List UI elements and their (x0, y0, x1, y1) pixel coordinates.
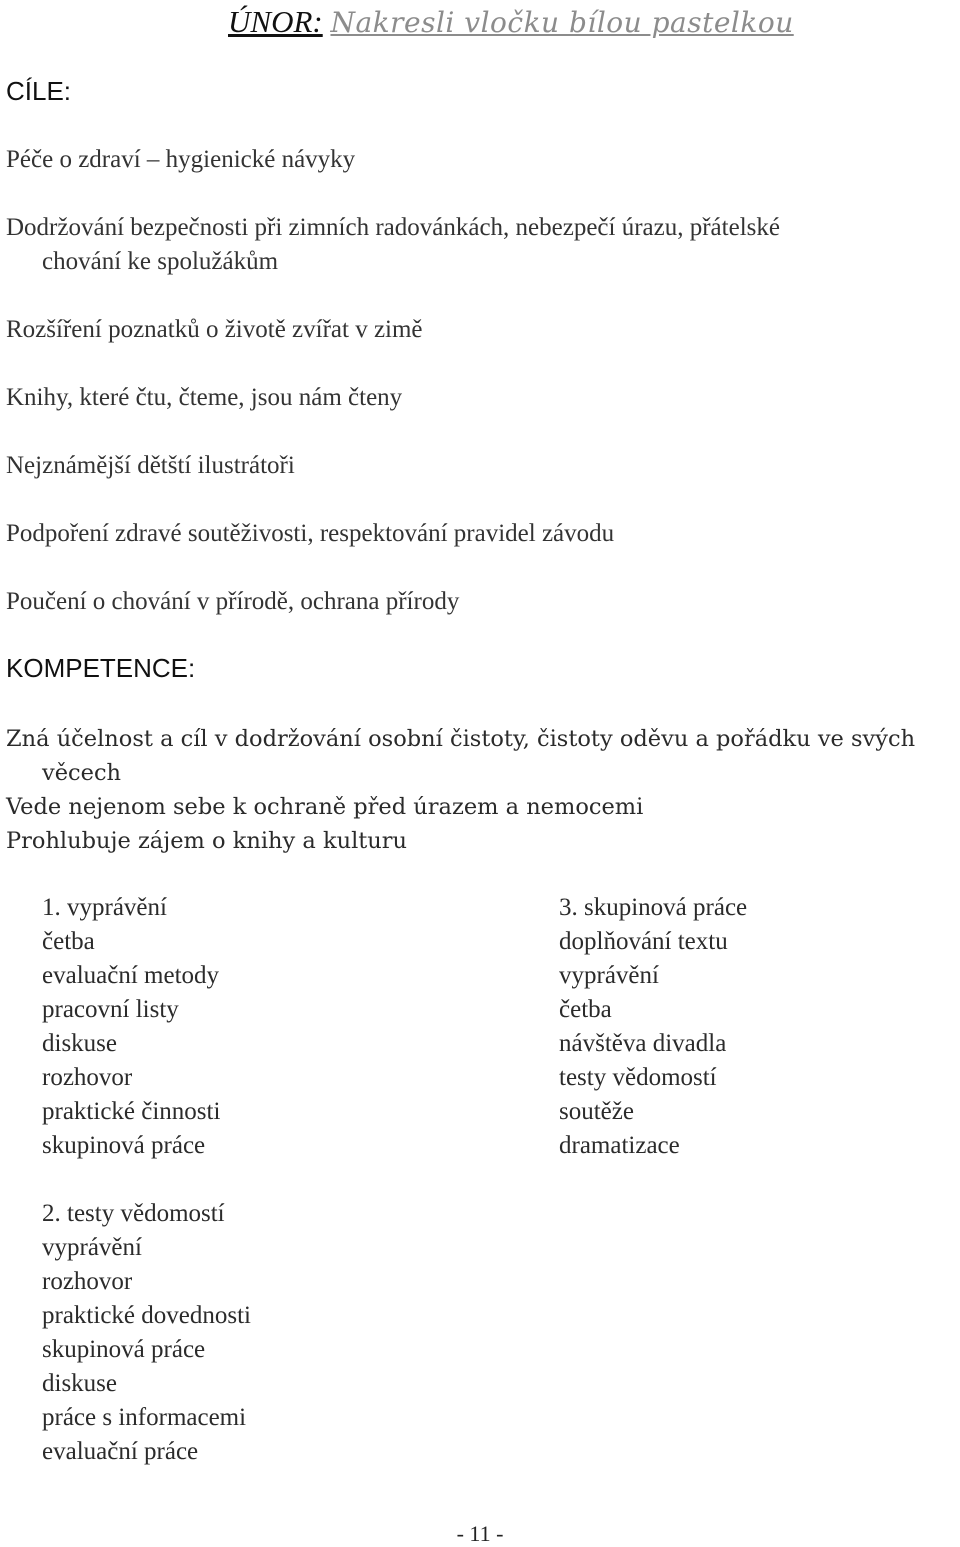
method-item: evaluační práce (42, 1438, 199, 1465)
method-item: skupinová práce (42, 1132, 206, 1159)
title-month: ÚNOR: (228, 4, 323, 39)
competence-item: Prohlubuje zájem o knihy a kulturu (6, 828, 408, 854)
method-item: soutěže (559, 1098, 634, 1125)
method-item: rozhovor (42, 1268, 133, 1295)
methods-group-2 (42, 1197, 251, 1469)
method-item: testy vědomostí (559, 1064, 717, 1091)
goal-item-line: Dodržování bezpečnosti při zimních radovánkách, nebezpečí úrazu, přátelské (6, 214, 780, 241)
goal-item: Knihy, které čtu, čteme, jsou nám čteny (6, 384, 403, 411)
method-item: pracovní listy (42, 996, 179, 1023)
goal-item: Poučení o chování v přírodě, ochrana přírody (6, 588, 460, 615)
method-item: vyprávění (42, 1234, 142, 1261)
method-item: doplňování textu (559, 928, 728, 955)
goal-item (6, 211, 780, 279)
goal-item-continuation: chování ke spolužákům (42, 248, 279, 275)
method-item: práce s informacemi (42, 1404, 247, 1431)
goal-item: Podpoření zdravé soutěživosti, respektování pravidel závodu (6, 520, 615, 547)
competences-heading: KOMPETENCE: (6, 653, 196, 683)
competence-item-line: Zná účelnost a cíl v dodržování osobní čistoty, čistoty oděvu a pořádku ve svých (6, 726, 916, 752)
page-title (228, 2, 794, 43)
competence-item (6, 722, 915, 790)
method-item: návštěva divadla (559, 1030, 727, 1057)
goal-item: Nejznámější dětští ilustrátoři (6, 452, 295, 479)
method-item: dramatizace (559, 1132, 680, 1159)
goals-heading: CÍLE: (6, 76, 72, 106)
page-number: - 11 - (456, 1521, 504, 1546)
method-item: diskuse (42, 1030, 117, 1057)
methods-group-3 (559, 891, 747, 1163)
goal-item: Péče o zdraví – hygienické návyky (6, 146, 356, 173)
method-item: praktické dovednosti (42, 1302, 251, 1329)
competence-item-continuation: věcech (42, 760, 122, 786)
method-item: evaluační metody (42, 962, 220, 989)
method-item: četba (559, 996, 612, 1023)
method-item: diskuse (42, 1370, 117, 1397)
method-item: 3. skupinová práce (559, 894, 748, 921)
method-item: praktické činnosti (42, 1098, 221, 1125)
competence-item: Vede nejenom sebe k ochraně před úrazem a nemocemi (6, 794, 644, 820)
method-item: rozhovor (42, 1064, 133, 1091)
method-item: 2. testy vědomostí (42, 1200, 225, 1227)
goal-item: Rozšíření poznatků o životě zvířat v zimě (6, 316, 423, 343)
methods-group-1 (42, 891, 220, 1163)
method-item: 1. vyprávění (42, 894, 167, 921)
method-item: skupinová práce (42, 1336, 206, 1363)
method-item: vyprávění (559, 962, 659, 989)
method-item: četba (42, 928, 95, 955)
title-subtitle: Nakresli vločku bílou pastelkou (330, 6, 794, 39)
